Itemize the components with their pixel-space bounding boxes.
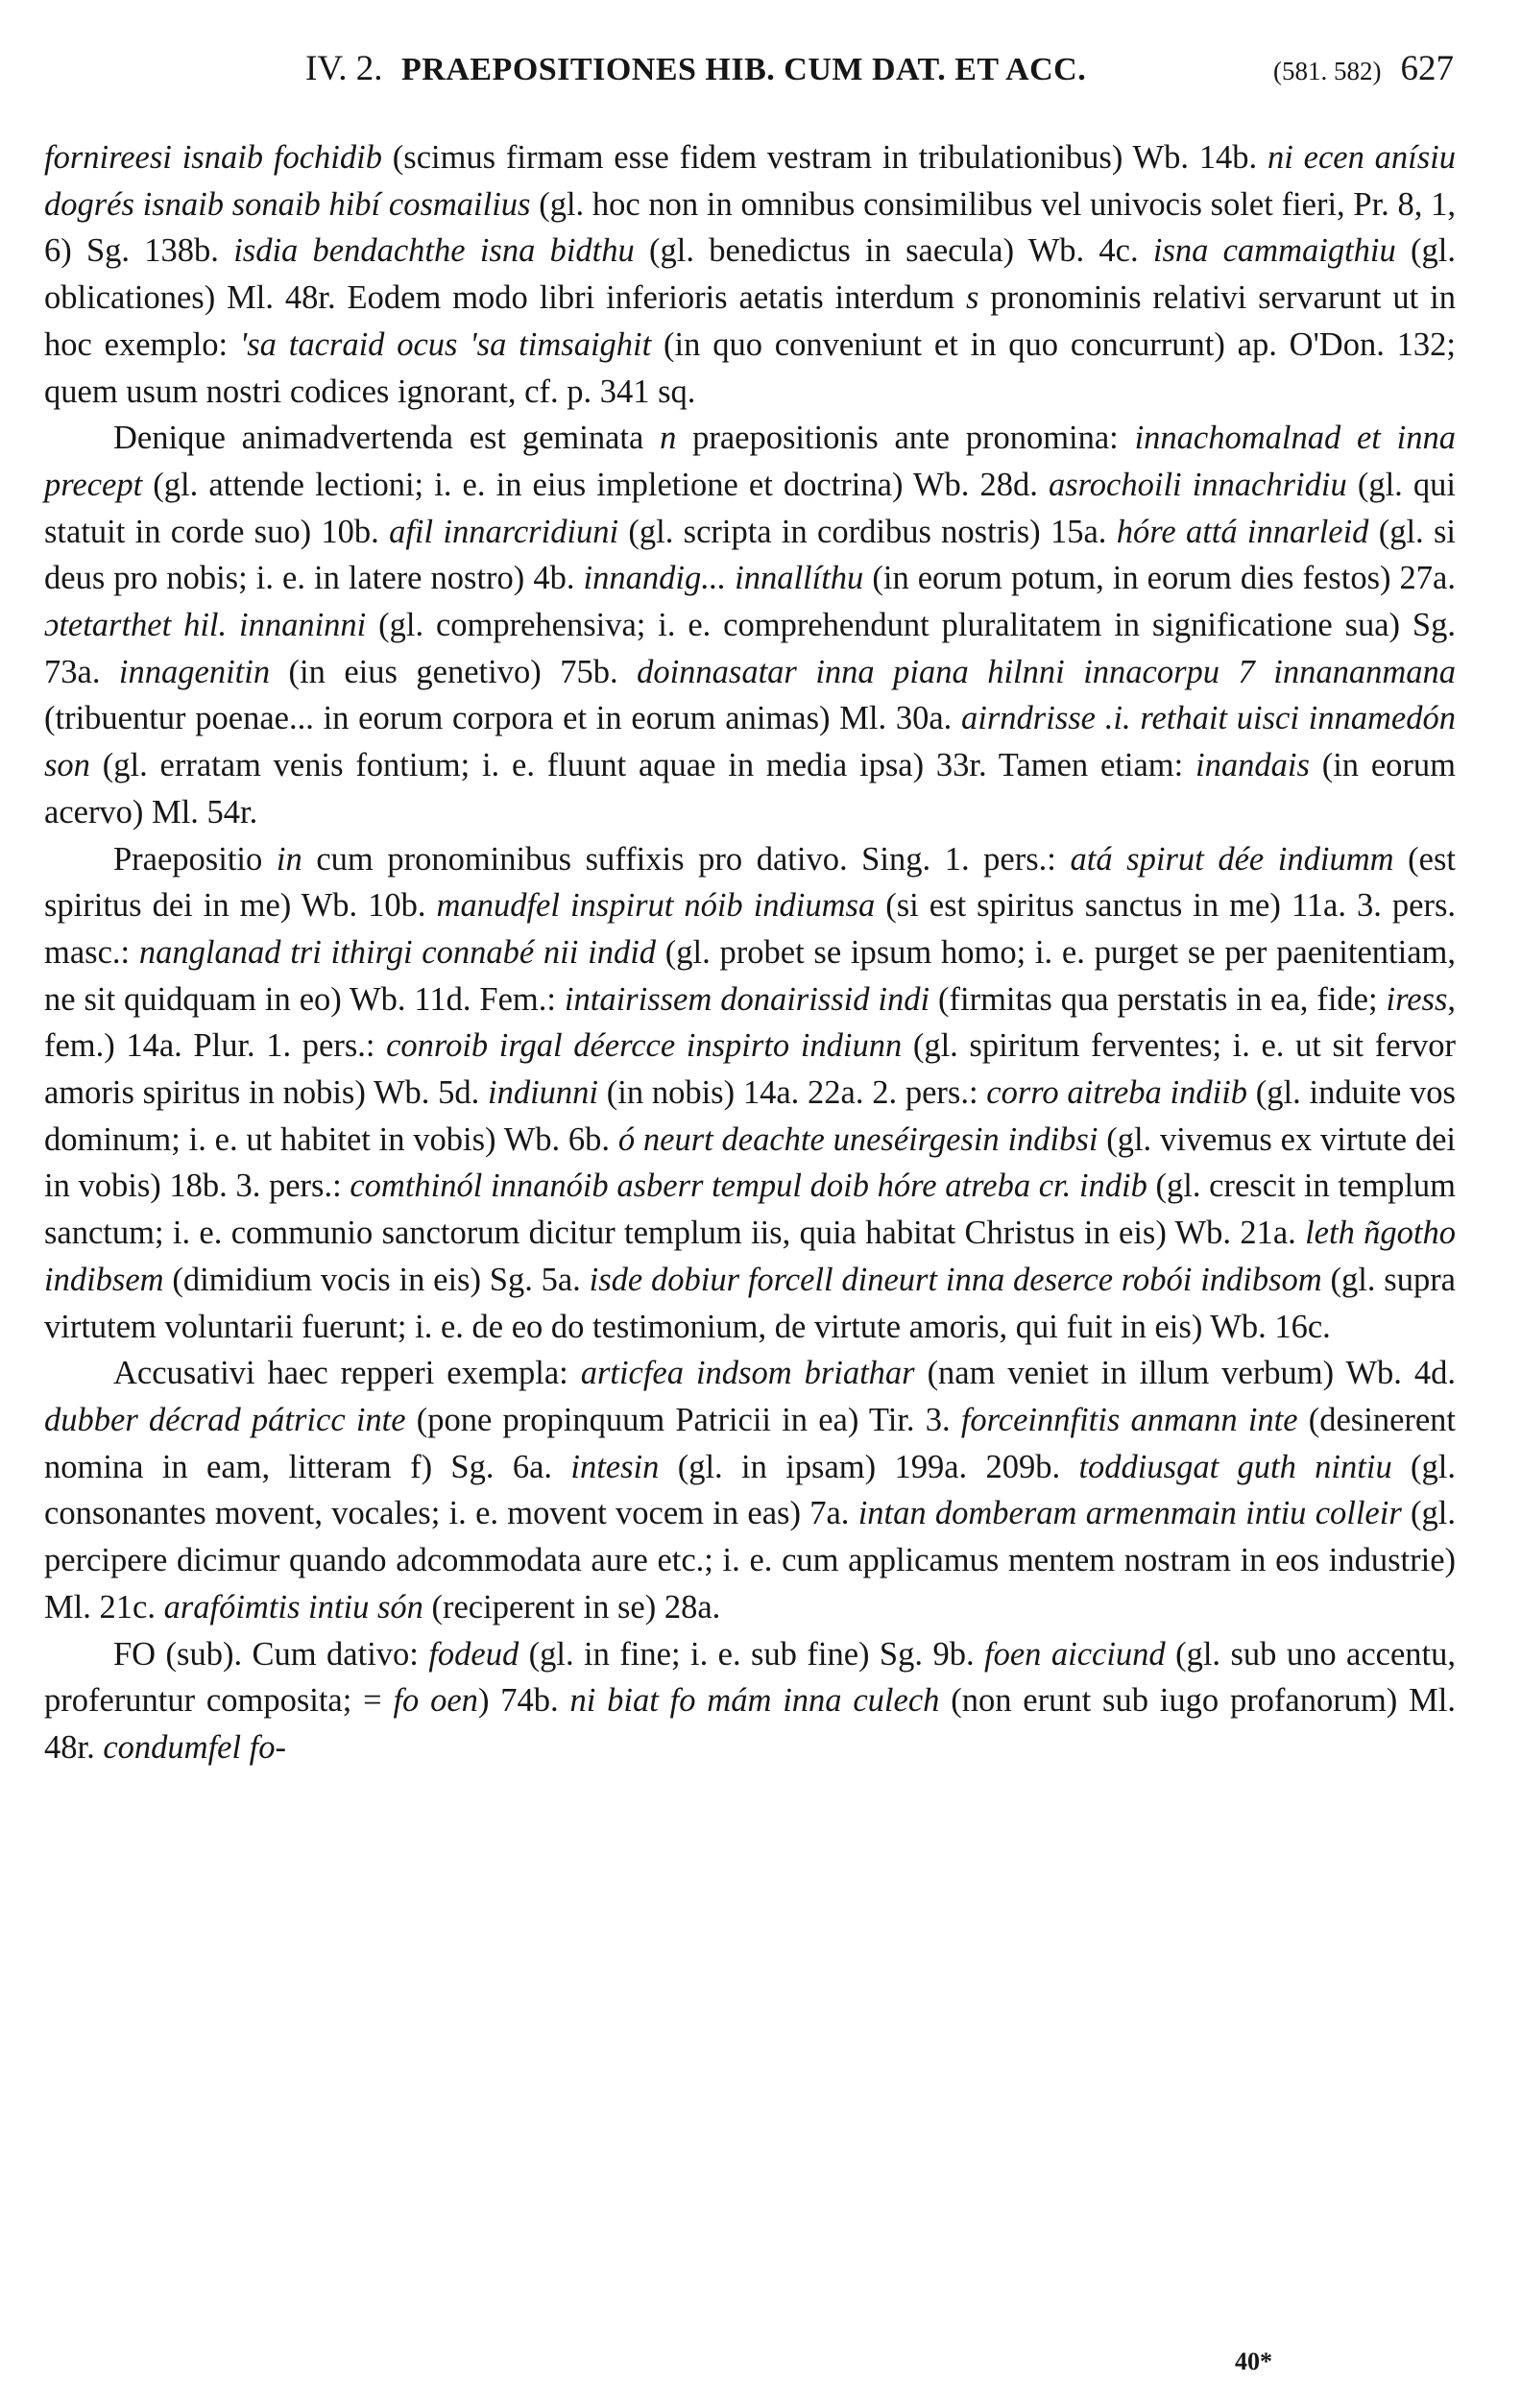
paragraph: [44, 134, 1456, 415]
latin-text: (in eorum acervo) Ml. 54r.: [44, 747, 1456, 831]
latin-text: (si est spiritus sanctus in me) 11a. 3. pers. masc.:: [44, 887, 1457, 971]
latin-text: (est spiritus dei in me) Wb. 10b.: [44, 840, 1456, 925]
latin-text: (in nobis) 14a. 22a. 2. pers.:: [598, 1074, 987, 1112]
irish-citation: n: [660, 420, 677, 457]
irish-citation: inandais: [1195, 747, 1310, 784]
signature-mark: 40*: [1235, 2348, 1272, 2375]
irish-citation: in: [276, 840, 302, 878]
irish-citation: afil innarcridiuni: [389, 513, 619, 550]
section-number: IV. 2.: [305, 49, 383, 88]
latin-text: (gl. crescit in templum sanctum; i. e. communio sanctorum dicitur templum iis, quia habitat Christus in eis) Wb. 21a.: [44, 1168, 1456, 1252]
irish-citation: leth ñgotho indibsem: [44, 1215, 1456, 1298]
latin-text: (reciperent in se) 28a.: [422, 1588, 721, 1625]
irish-citation: arafóimtis intiu són: [163, 1588, 423, 1625]
irish-citation: articfea indsom briathar: [580, 1355, 915, 1392]
latin-text: (non erunt sub iugo profanorum) Ml. 48r.: [44, 1682, 1457, 1766]
latin-text: (gl. percipere dicimur quando adcommodata aure etc.; i. e. cum applicamus mentem nostram in eos industrie) Ml. 21c.: [44, 1495, 1456, 1625]
paragraph: [44, 1631, 1456, 1771]
latin-text: (gl. probet se ipsum homo; i. e. purget se per paenitentiam, ne sit quidquam in eo) Wb. 11d. Fem.:: [44, 933, 1456, 1018]
latin-text: Praepositio: [113, 840, 277, 878]
latin-text: (gl. supra virtutem voluntarii fuerunt; i. e. de eo do testimonium, de virtute amoris, qui fuit in eis) Wb. 16c.: [44, 1261, 1456, 1345]
latin-text: (gl. vivemus ex virtute dei in vobis) 18b. 3. pers.:: [44, 1120, 1457, 1205]
latin-text: (gl. hoc non in omnibus consimilibus vel univocis solet fieri, Pr. 8, 1, 6) Sg. 138b.: [44, 185, 1456, 270]
latin-text: (gl. induite vos dominum; i. e. ut habitet in vobis) Wb. 6b.: [44, 1074, 1456, 1158]
latin-text: (gl. sub uno accentu, proferuntur composita; =: [44, 1635, 1456, 1720]
irish-citation: ni ecen anísiu dogrés isnaib sonaib hibí cosmailius: [44, 139, 1457, 223]
irish-citation: intan domberam armenmain intiu colleir: [857, 1495, 1402, 1532]
irish-citation: corro aitreba indiib: [986, 1074, 1248, 1112]
latin-text: (in eorum potum, in eorum dies festos) 27a.: [863, 560, 1456, 597]
irish-citation: conroib irgal déercce inspirto indiunn: [386, 1027, 903, 1065]
irish-citation: ɔtetarthet hil. innaninni: [44, 607, 367, 644]
irish-citation: ni biat fo mám inna culech: [569, 1682, 940, 1720]
latin-text: (firmitas qua perstatis in ea, fide;: [930, 980, 1387, 1018]
irish-citation: innachomalnad et inna precept: [44, 420, 1457, 503]
latin-text: (gl. spiritum ferventes; i. e. ut sit fervor amoris spiritus in nobis) Wb. 5d.: [44, 1027, 1457, 1112]
latin-text: (nam veniet in illum verbum) Wb. 4d.: [914, 1355, 1456, 1392]
irish-citation: atá spirut dée indiumm: [1070, 840, 1394, 878]
irish-citation: isdia bendachthe isna bidthu: [233, 232, 635, 270]
irish-citation: toddiusgat guth nintiu: [1078, 1448, 1392, 1485]
paragraph: [44, 836, 1456, 1351]
irish-citation: fornireesi isnaib fochidib: [44, 139, 382, 176]
latin-text: (desinerent nomina in eam, litteram f) Sg. 6a.: [44, 1401, 1457, 1485]
irish-citation: 'sa tacraid ocus 'sa timsaighit: [239, 325, 652, 363]
irish-citation: s: [966, 279, 979, 317]
latin-text: (gl. si deus pro nobis; i. e. in latere nostro) 4b.: [44, 513, 1456, 597]
column-numbers: (581. 582): [1273, 57, 1382, 85]
latin-text: pronominis relativi servarunt ut in hoc exemplo:: [44, 279, 1456, 363]
irish-citation: intairissem donairissid indi: [564, 980, 930, 1018]
latin-text: (tribuentur poenae... in eorum corpora et in eorum animas) Ml. 30a.: [44, 700, 962, 737]
latin-text: Denique animadvertenda est geminata: [113, 420, 661, 457]
paragraph: [44, 1350, 1456, 1630]
page-number: 627: [1400, 49, 1454, 88]
irish-citation: airndrisse .i. rethait uisci innamedón son: [44, 700, 1456, 784]
irish-citation: nanglanad tri ithirgi connabé nii indid: [138, 933, 657, 971]
latin-text: (scimus firmam esse fidem vestram in tribulationibus) Wb. 14b.: [381, 139, 1268, 176]
latin-text: cum pronominibus suffixis pro dativo. Sing. 1. pers.:: [302, 840, 1071, 878]
latin-text: (gl. consonantes movent, vocales; i. e. movent vocem in eas) 7a.: [44, 1448, 1457, 1532]
latin-text: (gl. attende lectioni; i. e. in eius impletione et doctrina) Wb. 28d.: [142, 466, 1049, 503]
irish-citation: manudfel inspirut nóib indiumsa: [436, 887, 876, 925]
irish-citation: hóre attá innarleid: [1116, 513, 1369, 550]
latin-text: (pone propinquum Patricii in ea) Tir. 3.: [405, 1401, 961, 1438]
latin-text: (gl. oblicationes) Ml. 48r. Eodem modo libri inferioris aetatis interdum: [44, 232, 1456, 317]
latin-text: (in quo conveniunt et in quo concurrunt) ap. O'Don. 132; quem usum nostri codices ignorant, cf. p. 341 sq.: [44, 325, 1456, 410]
latin-text: (gl. benedictus in saecula) Wb. 4c.: [634, 232, 1153, 270]
irish-citation: condumfel fo-: [103, 1728, 287, 1766]
irish-citation: forceinnfitis anmann inte: [960, 1401, 1298, 1438]
latin-text: (gl. qui statuit in corde suo) 10b.: [44, 466, 1456, 550]
latin-text: (gl. scripta in cordibus nostris) 15a.: [618, 513, 1117, 550]
irish-citation: intesin: [570, 1448, 660, 1485]
latin-text: (dimidium vocis in eis) Sg. 5a.: [163, 1261, 590, 1298]
irish-citation: comthinól innanóib asberr tempul doib hóre atreba cr. indib: [350, 1168, 1147, 1205]
body-text: [44, 134, 1456, 1771]
latin-text: (gl. erratam venis fontium; i. e. fluunt aquae in media ipsa) 33r. Tamen etiam:: [89, 747, 1196, 784]
paragraph: [44, 415, 1456, 835]
irish-citation: fodeud: [428, 1635, 519, 1673]
irish-citation: isna cammaigthiu: [1152, 232, 1396, 270]
latin-text: , fem.) 14a. Plur. 1. pers.:: [44, 980, 1457, 1065]
irish-citation: foen aicciund: [984, 1635, 1166, 1673]
irish-citation: asrochoili innachridiu: [1048, 466, 1347, 503]
irish-citation: innagenitin: [118, 653, 271, 690]
irish-citation: fo oen: [393, 1682, 478, 1720]
latin-text: (gl. in fine; i. e. sub fine) Sg. 9b.: [519, 1635, 985, 1673]
irish-citation: iress: [1386, 980, 1448, 1018]
irish-citation: isde dobiur forcell dineurt inna deserce robói indibsom: [589, 1261, 1322, 1298]
latin-text: (gl. in ipsam) 199a. 209b.: [659, 1448, 1079, 1485]
running-title: PRAEPOSITIONES HIB. CUM DAT. ET ACC.: [401, 52, 1087, 87]
latin-text: (gl. comprehensiva; i. e. comprehendunt pluralitatem in significatione sua) Sg. 73a.: [44, 607, 1456, 690]
irish-citation: ó neurt deachte uneséirgesin indibsi: [617, 1120, 1098, 1158]
irish-citation: indiunni: [488, 1074, 599, 1112]
latin-text: Accusativi haec repperi exempla:: [113, 1355, 581, 1392]
latin-text: FO (sub). Cum dativo:: [113, 1635, 429, 1673]
latin-text: ) 74b.: [477, 1682, 570, 1720]
running-header: [305, 48, 1454, 106]
latin-text: (in eius genetivo) 75b.: [270, 653, 638, 690]
irish-citation: dubber décrad pátricc inte: [44, 1401, 406, 1438]
latin-text: praepositionis ante pronomina:: [676, 420, 1135, 457]
irish-citation: doinnasatar inna piana hilnni innacorpu 7 innananmana: [637, 653, 1456, 690]
irish-citation: innandig... innallíthu: [583, 560, 864, 597]
